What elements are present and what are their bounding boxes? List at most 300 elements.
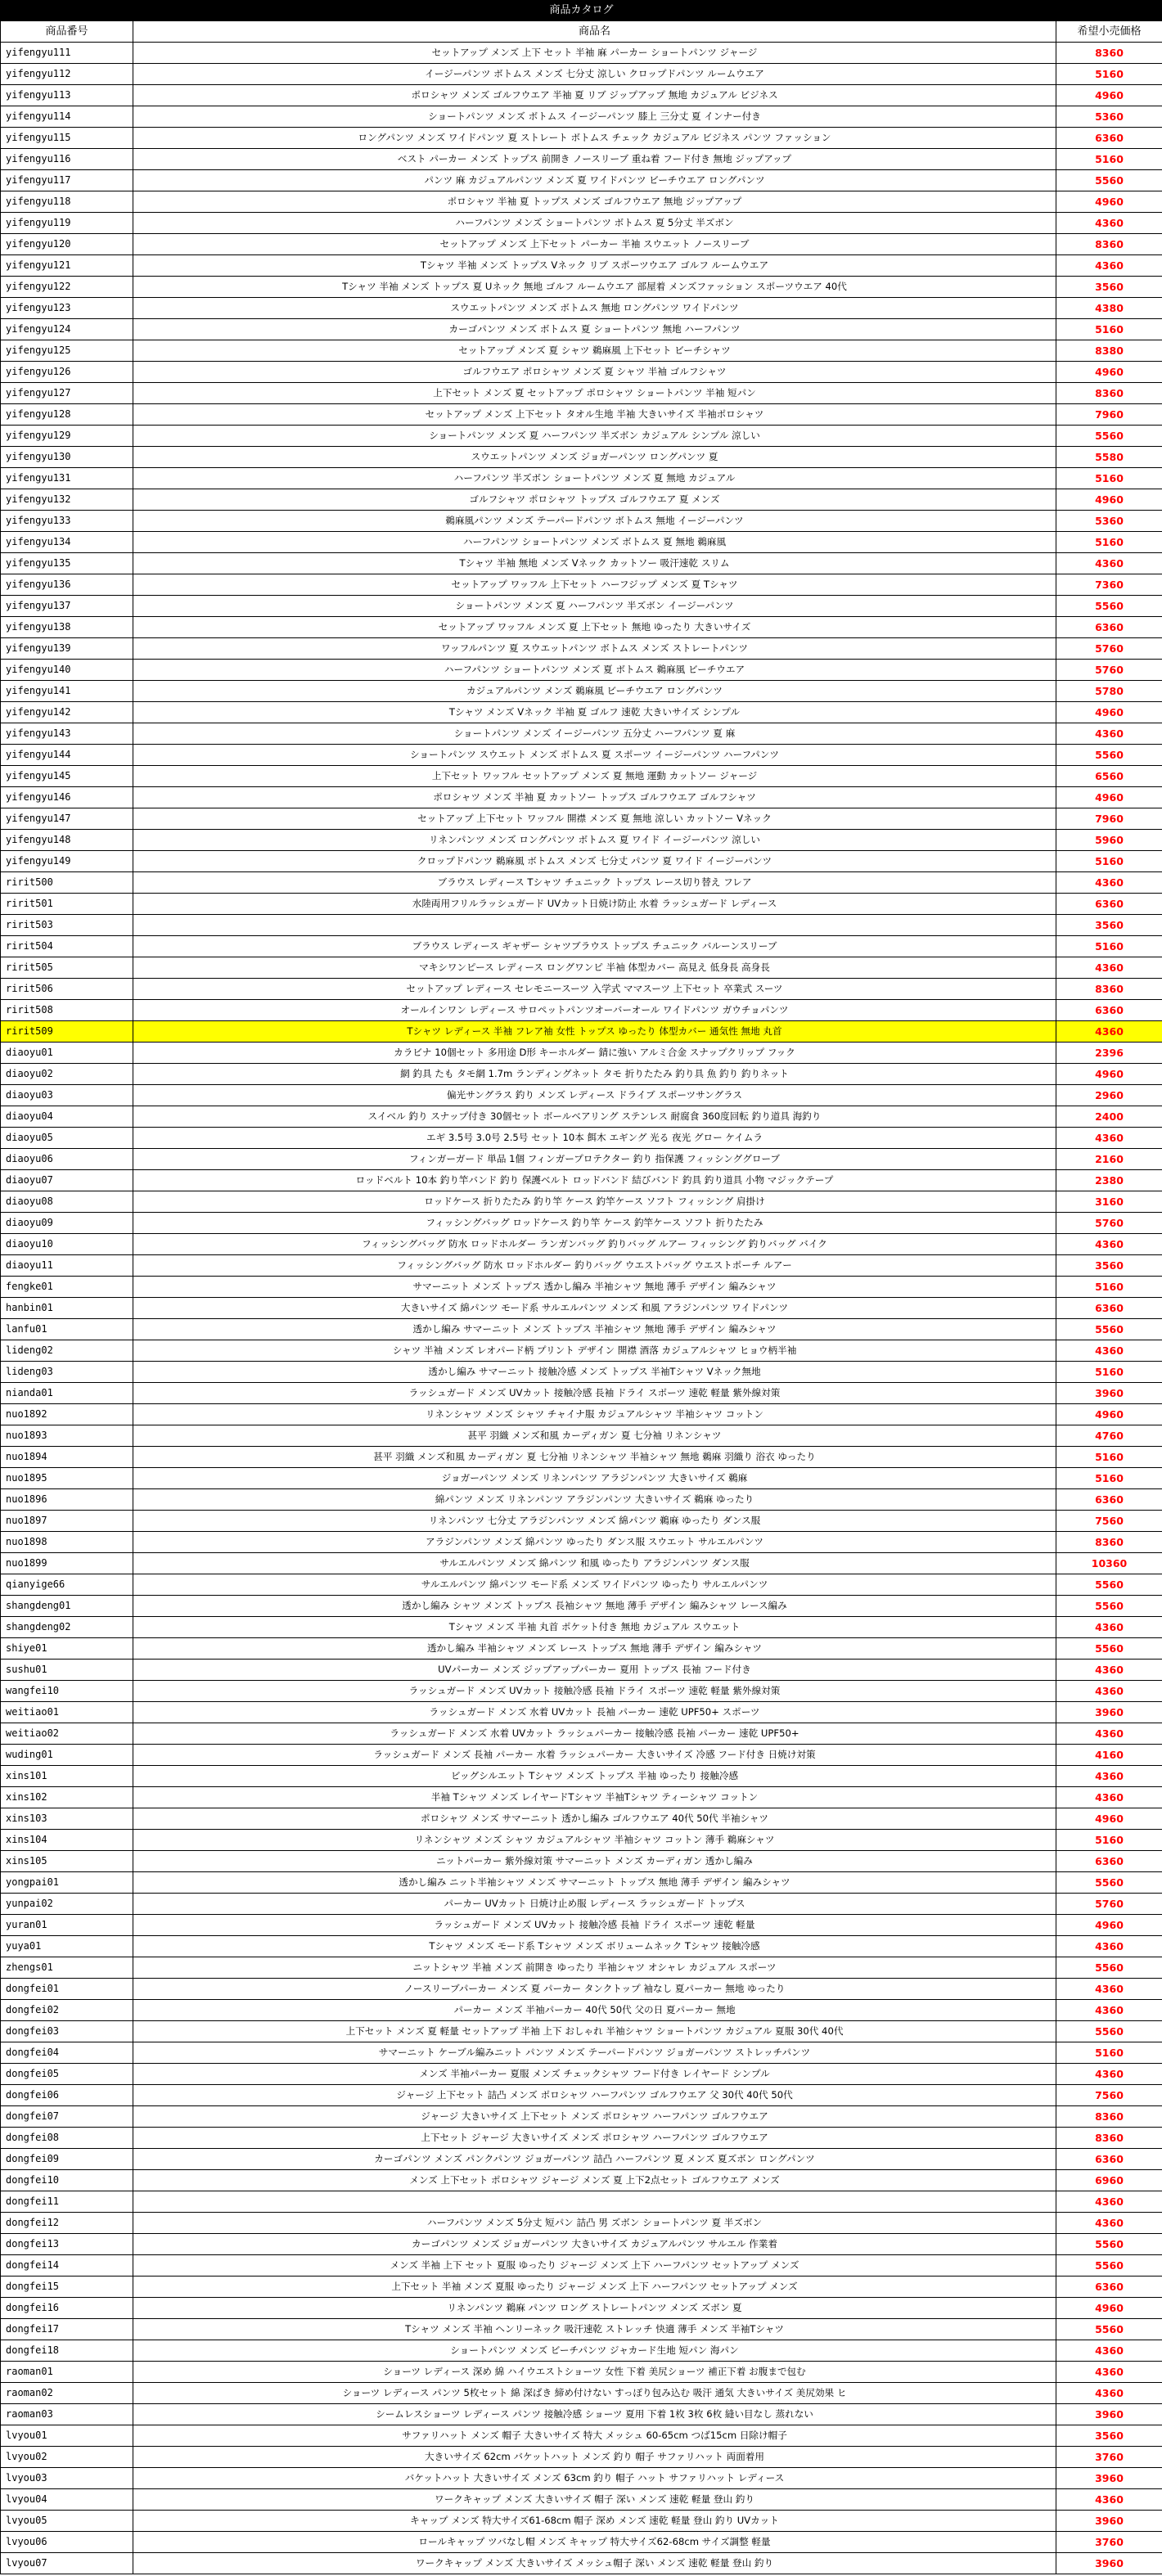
product-name-text: 甚平 羽織 メンズ和風 カーディガン 夏 七分袖 リネンシャツ <box>467 1430 722 1441</box>
product-name <box>133 149 1056 170</box>
retail-price: 5580 <box>1056 447 1162 468</box>
product-name-text: パンツ 麻 カジュアルパンツ メンズ 夏 ワイドパンツ ビーチウエア ロングパンツ <box>424 174 765 186</box>
product-name <box>133 1340 1056 1362</box>
product-code: yifengyu145 <box>1 766 133 787</box>
header-name: 商品名 <box>133 21 1056 43</box>
product-name <box>133 1043 1056 1064</box>
product-name <box>133 723 1056 745</box>
product-name-text: カーゴパンツ メンズ ボトムス 夏 ショートパンツ 無地 ハーフパンツ <box>448 323 741 335</box>
product-code: yifengyu115 <box>1 128 133 149</box>
product-name-text: 偏光サングラス 釣り メンズ レディース ドライブ スポーツサングラス <box>447 1089 742 1101</box>
retail-price: 5560 <box>1056 1957 1162 1979</box>
retail-price: 4960 <box>1056 85 1162 106</box>
table-row <box>1 2191 1162 2213</box>
product-name <box>133 1532 1056 1553</box>
table-row <box>1 1064 1162 1085</box>
product-name-text: Tシャツ メンズ 半袖 ヘンリーネック 吸汗速乾 ストレッチ 快適 薄手 メンズ 半袖Tシャツ <box>405 2323 784 2335</box>
product-name <box>133 2511 1056 2532</box>
product-name <box>133 1319 1056 1340</box>
retail-price: 10360 <box>1056 1553 1162 1574</box>
product-name-text: イージーパンツ ボトムス メンズ 七分丈 涼しい クロップドパンツ ルームウエア <box>425 68 764 79</box>
product-name <box>133 1894 1056 1915</box>
product-name-text: ワークキャップ メンズ 大きいサイズ 帽子 深い メンズ 速乾 軽量 登山 釣り <box>435 2493 754 2505</box>
product-name-text: ハーフパンツ メンズ ショートパンツ ボトムス 夏 5分丈 半ズボン <box>455 217 734 228</box>
retail-price: 5160 <box>1056 2042 1162 2064</box>
product-name <box>133 2425 1056 2447</box>
retail-price: 8360 <box>1056 1532 1162 1553</box>
product-name <box>133 1638 1056 1660</box>
retail-price: 4960 <box>1056 191 1162 213</box>
product-name-text: セットアップ 上下セット ワッフル 開襟 メンズ 夏 無地 涼しい カットソー Vネック <box>417 813 772 824</box>
retail-price: 7960 <box>1056 404 1162 426</box>
product-name <box>133 426 1056 447</box>
table-row <box>1 1915 1162 1936</box>
product-code: yifengyu117 <box>1 170 133 191</box>
product-name-text: フィンガーガード 単品 1個 フィンガープロテクター 釣り 指保護 フィッシンググローブ <box>408 1153 781 1164</box>
product-code: diaoyu11 <box>1 1255 133 1277</box>
table-row <box>1 2085 1162 2106</box>
table-row <box>1 1191 1162 1213</box>
table-row <box>1 1511 1162 1532</box>
product-name-text: ジャージ 大きいサイズ 上下セット メンズ ポロシャツ ハーフパンツ ゴルフウエア <box>421 2110 768 2122</box>
retail-price: 8360 <box>1056 234 1162 255</box>
product-code: ririt505 <box>1 957 133 979</box>
table-row <box>1 2021 1162 2042</box>
product-code: weitiao02 <box>1 1723 133 1745</box>
product-name-text: ハーフパンツ 半ズボン ショートパンツ メンズ 夏 無地 カジュアル <box>453 472 736 484</box>
table-row <box>1 830 1162 851</box>
retail-price: 3960 <box>1056 2468 1162 2489</box>
product-name <box>133 2191 1056 2213</box>
table-row <box>1 213 1162 234</box>
table-row <box>1 426 1162 447</box>
table-row <box>1 191 1162 213</box>
table-row <box>1 1468 1162 1489</box>
product-name <box>133 234 1056 255</box>
product-name <box>133 596 1056 617</box>
product-name <box>133 298 1056 319</box>
product-name-text: Tシャツ メンズ 半袖 丸首 ポケット付き 無地 カジュアル スウエット <box>448 1621 741 1633</box>
table-row <box>1 1702 1162 1723</box>
product-code: yifengyu131 <box>1 468 133 489</box>
product-code: hanbin01 <box>1 1298 133 1319</box>
table-row <box>1 2468 1162 2489</box>
product-code: lvyou06 <box>1 2532 133 2553</box>
product-name-text: ニットシャツ 半袖 メンズ 前開き ゆったり 半袖シャツ オシャレ カジュアル スポーツ <box>412 1961 777 1973</box>
table-row <box>1 1383 1162 1404</box>
product-code: dongfei12 <box>1 2213 133 2234</box>
product-code: xins101 <box>1 1766 133 1787</box>
retail-price: 6360 <box>1056 2149 1162 2170</box>
table-row <box>1 2319 1162 2340</box>
retail-price: 4360 <box>1056 1936 1162 1957</box>
product-name-text: ニットパーカー 紫外線対策 サマーニット メンズ カーディガン 透かし編み <box>436 1855 753 1867</box>
product-name-text: ゴルフウエア ポロシャツ メンズ 夏 シャツ 半袖 ゴルフシャツ <box>462 366 727 377</box>
retail-price: 6360 <box>1056 2277 1162 2298</box>
product-name <box>133 2170 1056 2191</box>
table-row <box>1 128 1162 149</box>
product-name <box>133 2404 1056 2425</box>
product-name-text: ジャージ 上下セット 詰凸 メンズ ポロシャツ ハーフパンツ ゴルフウエア 父 30代 40代 50代 <box>396 2089 793 2101</box>
product-name <box>133 128 1056 149</box>
product-name <box>133 1277 1056 1298</box>
table-row <box>1 574 1162 596</box>
table-row <box>1 1447 1162 1468</box>
retail-price: 5160 <box>1056 64 1162 85</box>
product-name-text: ラッシュガード メンズ 水着 UVカット 長袖 パーカー 速乾 UPF50+ スポーツ <box>429 1706 760 1718</box>
product-name <box>133 936 1056 957</box>
product-name <box>133 1787 1056 1808</box>
table-row <box>1 319 1162 340</box>
table-row <box>1 255 1162 277</box>
product-code: nuo1898 <box>1 1532 133 1553</box>
table-row <box>1 2404 1162 2425</box>
product-name <box>133 2447 1056 2468</box>
product-name <box>133 617 1056 638</box>
retail-price: 5560 <box>1056 745 1162 766</box>
retail-price: 5760 <box>1056 638 1162 660</box>
product-code: diaoyu08 <box>1 1191 133 1213</box>
product-code: ririt509 <box>1 1021 133 1043</box>
table-row <box>1 43 1162 64</box>
table-row <box>1 2128 1162 2149</box>
product-code: diaoyu06 <box>1 1149 133 1170</box>
product-name-text: マキシワンピース レディース ロングワンピ 半袖 体型カバー 高見え 低身長 高身長 <box>419 961 770 973</box>
product-name-text: リネンパンツ 七分丈 アラジンパンツ メンズ 綿パンツ 鵜麻 ゆったり ダンス服 <box>428 1515 761 1526</box>
table-row <box>1 553 1162 574</box>
table-row <box>1 2000 1162 2021</box>
table-row <box>1 1830 1162 1851</box>
product-code: yifengyu112 <box>1 64 133 85</box>
product-name <box>133 1170 1056 1191</box>
retail-price: 8360 <box>1056 383 1162 404</box>
product-name-text: フィッシングバッグ 防水 ロッドホルダー ランガンバッグ 釣りバッグ ルアー フィッシング 釣りバッグ バイク <box>362 1238 827 1250</box>
retail-price: 5560 <box>1056 2319 1162 2340</box>
product-name-text: フィッシングバッグ ロッドケース 釣り竿 ケース 釣竿ケース ソフト 折りたたみ <box>426 1217 763 1228</box>
product-name <box>133 1404 1056 1425</box>
retail-price: 7560 <box>1056 1511 1162 1532</box>
table-row <box>1 2489 1162 2511</box>
product-code: yifengyu147 <box>1 808 133 830</box>
product-name <box>133 1745 1056 1766</box>
table-row <box>1 1957 1162 1979</box>
retail-price: 4360 <box>1056 1617 1162 1638</box>
retail-price: 5160 <box>1056 1468 1162 1489</box>
product-name <box>133 2362 1056 2383</box>
retail-price: 5560 <box>1056 596 1162 617</box>
product-name-text: 上下セット メンズ 夏 軽量 セットアップ 半袖 上下 おしゃれ 半袖シャツ ショートパンツ カジュアル 夏服 30代 40代 <box>345 2025 844 2037</box>
product-name-text: 透かし編み 半袖シャツ メンズ レース トップス 無地 薄手 デザイン 編みシャツ <box>426 1642 763 1654</box>
retail-price: 5160 <box>1056 149 1162 170</box>
product-name <box>133 1808 1056 1830</box>
product-name <box>133 2000 1056 2021</box>
product-name-text: カラビナ 10個セット 多用途 D形 キーホルダー 錆に強い アルミ合金 スナップクリップ フック <box>394 1047 795 1058</box>
product-name <box>133 191 1056 213</box>
product-name <box>133 830 1056 851</box>
product-name-text: 透かし編み サマーニット 接触冷感 メンズ トップス 半袖Tシャツ Vネック無地 <box>428 1366 761 1377</box>
product-name <box>133 1191 1056 1213</box>
retail-price: 4360 <box>1056 553 1162 574</box>
product-code: diaoyu01 <box>1 1043 133 1064</box>
product-code: lvyou07 <box>1 2553 133 2574</box>
retail-price: 4360 <box>1056 1660 1162 1681</box>
product-name-text: スウエットパンツ メンズ ジョガーパンツ ロングパンツ 夏 <box>471 451 718 462</box>
retail-price: 4360 <box>1056 723 1162 745</box>
product-name <box>133 170 1056 191</box>
retail-price: 4960 <box>1056 1915 1162 1936</box>
product-name <box>133 1723 1056 1745</box>
product-name <box>133 1255 1056 1277</box>
product-name-text: ワッフルパンツ 夏 スウエットパンツ ボトムス メンズ ストレートパンツ <box>441 642 748 654</box>
table-row <box>1 872 1162 894</box>
table-row <box>1 1532 1162 1553</box>
product-name <box>133 2064 1056 2085</box>
retail-price: 4360 <box>1056 1340 1162 1362</box>
product-name <box>133 64 1056 85</box>
product-name-text: 大きいサイズ 62cm バケットハット メンズ 釣り 帽子 サファリハット 両面着用 <box>425 2451 764 2462</box>
table-row <box>1 1979 1162 2000</box>
product-name-text: セットアップ メンズ 上下セット タオル生地 半袖 大きいサイズ 半袖ポロシャツ <box>425 408 764 420</box>
product-code: dongfei18 <box>1 2340 133 2362</box>
table-row <box>1 1681 1162 1702</box>
product-code: dongfei07 <box>1 2106 133 2128</box>
retail-price: 5160 <box>1056 1830 1162 1851</box>
product-name <box>133 1574 1056 1596</box>
product-name-text: ラッシュガード メンズ UVカット 接触冷感 長袖 ドライ スポーツ 速乾 軽量 <box>434 1919 755 1930</box>
product-name <box>133 574 1056 596</box>
product-name <box>133 489 1056 511</box>
product-name <box>133 362 1056 383</box>
product-code: yifengyu138 <box>1 617 133 638</box>
product-name-text: フィッシングバッグ 防水 ロッドホルダー 釣りバッグ ウエストバッグ ウエストポーチ ルアー <box>397 1259 792 1271</box>
retail-price: 5160 <box>1056 1447 1162 1468</box>
product-name <box>133 1425 1056 1447</box>
table-row <box>1 1638 1162 1660</box>
product-name <box>133 1064 1056 1085</box>
product-code: weitiao01 <box>1 1702 133 1723</box>
product-name-text: カジュアルパンツ メンズ 鵜麻風 ビーチウエア ロングパンツ <box>466 685 723 696</box>
product-code: nuo1893 <box>1 1425 133 1447</box>
table-row <box>1 1745 1162 1766</box>
table-row <box>1 617 1162 638</box>
retail-price: 4160 <box>1056 1745 1162 1766</box>
table-row <box>1 2213 1162 2234</box>
product-code: lideng02 <box>1 1340 133 1362</box>
product-code: yuya01 <box>1 1936 133 1957</box>
product-name <box>133 1851 1056 1872</box>
product-name <box>133 2468 1056 2489</box>
retail-price: 3960 <box>1056 1383 1162 1404</box>
product-code: fengke01 <box>1 1277 133 1298</box>
product-name <box>133 1553 1056 1574</box>
product-name <box>133 1362 1056 1383</box>
product-name-text: ショートパンツ メンズ イージーパンツ 五分丈 ハーフパンツ 夏 麻 <box>453 727 736 739</box>
product-code: yifengyu119 <box>1 213 133 234</box>
product-name-text: セットアップ メンズ 上下 セット 半袖 麻 パーカー ショートパンツ ジャージ <box>431 47 758 58</box>
retail-price: 4360 <box>1056 872 1162 894</box>
table-row <box>1 2064 1162 2085</box>
product-name-text: 透かし編み シャツ メンズ トップス 長袖シャツ 無地 薄手 デザイン 編みシャツ レース編み <box>402 1600 787 1611</box>
product-code: ririt506 <box>1 979 133 1000</box>
retail-price: 5560 <box>1056 2234 1162 2255</box>
product-code: yuran01 <box>1 1915 133 1936</box>
product-code: yifengyu149 <box>1 851 133 872</box>
product-name-text: ワークキャップ メンズ 大きいサイズ メッシュ帽子 深い メンズ 速乾 軽量 登山 釣り <box>415 2557 774 2569</box>
product-name-text: ショーツ レディース 深め 綿 ハイウエストショーツ 女性 下着 美尻ショーツ 補正下着 お腹まで包む <box>383 2366 806 2377</box>
product-name-text: ポロシャツ 半袖 夏 トップス メンズ ゴルフウエア 無地 ジップアップ <box>447 196 742 207</box>
product-name-text: セットアップ レディース セレモニースーツ 入学式 ママスーツ 上下セット 卒業式 スーツ <box>406 983 783 994</box>
retail-price: 8380 <box>1056 340 1162 362</box>
table-row <box>1 1277 1162 1298</box>
retail-price: 4960 <box>1056 1808 1162 1830</box>
product-code: yifengyu148 <box>1 830 133 851</box>
table-row <box>1 234 1162 255</box>
retail-price: 2396 <box>1056 1043 1162 1064</box>
retail-price: 4760 <box>1056 1425 1162 1447</box>
product-code: wuding01 <box>1 1745 133 1766</box>
product-name <box>133 1489 1056 1511</box>
product-name <box>133 1106 1056 1128</box>
retail-price: 5560 <box>1056 2021 1162 2042</box>
retail-price: 4960 <box>1056 489 1162 511</box>
table-row <box>1 1021 1162 1043</box>
retail-price: 3560 <box>1056 915 1162 936</box>
product-name <box>133 1596 1056 1617</box>
product-name-text: バケットハット 大きいサイズ メンズ 63cm 釣り 帽子 ハット サファリハット レディース <box>404 2472 785 2484</box>
product-code: lvyou04 <box>1 2489 133 2511</box>
table-row <box>1 1043 1162 1064</box>
table-row <box>1 957 1162 979</box>
product-code: nuo1899 <box>1 1553 133 1574</box>
table-row <box>1 1872 1162 1894</box>
product-name-text: ラッシュガード メンズ 水着 UVカット ラッシュパーカー 接触冷感 長袖 パーカー 速乾 UPF50+ <box>390 1727 799 1739</box>
retail-price: 4360 <box>1056 2000 1162 2021</box>
table-row <box>1 298 1162 319</box>
product-name-text: ハーフパンツ ショートパンツ メンズ 夏 ボトムス 鵜麻風 ビーチウエア <box>444 664 745 675</box>
retail-price: 3960 <box>1056 2404 1162 2425</box>
product-code: ririt500 <box>1 872 133 894</box>
product-code: yifengyu142 <box>1 702 133 723</box>
table-row <box>1 1808 1162 1830</box>
product-name <box>133 1298 1056 1319</box>
product-code: yifengyu121 <box>1 255 133 277</box>
product-name-text: リネンシャツ メンズ シャツ カジュアルシャツ 半袖シャツ コットン 薄手 鵜麻シャツ <box>414 1834 775 1845</box>
table-row <box>1 383 1162 404</box>
product-name-text: ショートパンツ メンズ ボトムス イージーパンツ 膝上 三分丈 夏 インナー付き <box>428 110 761 122</box>
table-row <box>1 2553 1162 2574</box>
product-name-text: 透かし編み サマーニット メンズ トップス 半袖シャツ 無地 薄手 デザイン 編みシャツ <box>412 1323 777 1335</box>
table-row <box>1 1574 1162 1596</box>
product-code: nuo1897 <box>1 1511 133 1532</box>
retail-price: 4960 <box>1056 2298 1162 2319</box>
retail-price: 6360 <box>1056 1000 1162 1021</box>
product-code: dongfei01 <box>1 1979 133 2000</box>
product-code: nuo1895 <box>1 1468 133 1489</box>
retail-price: 5560 <box>1056 1596 1162 1617</box>
retail-price: 7560 <box>1056 2085 1162 2106</box>
product-name-text: アラジンパンツ メンズ 綿パンツ ゆったり ダンス服 スウエット サルエルパンツ <box>426 1536 763 1547</box>
retail-price: 3960 <box>1056 2511 1162 2532</box>
table-row <box>1 979 1162 1000</box>
product-code: dongfei09 <box>1 2149 133 2170</box>
product-name <box>133 1149 1056 1170</box>
product-name <box>133 2213 1056 2234</box>
product-name-text: 甚平 羽織 メンズ和風 カーディガン 夏 七分袖 リネンシャツ 半袖シャツ 無地 鵜麻 羽織り 浴衣 ゆったり <box>373 1451 816 1462</box>
table-row <box>1 1106 1162 1128</box>
table-row <box>1 1234 1162 1255</box>
table-row <box>1 277 1162 298</box>
table-row <box>1 1766 1162 1787</box>
product-code: lanfu01 <box>1 1319 133 1340</box>
product-name-text: ゴルフシャツ ポロシャツ トップス ゴルフウエア 夏 メンズ <box>469 493 720 505</box>
retail-price: 5760 <box>1056 1894 1162 1915</box>
product-name-text: リネンパンツ メンズ ロングパンツ ボトムス 夏 ワイド イージーパンツ 涼しい <box>429 834 760 845</box>
retail-price: 5160 <box>1056 319 1162 340</box>
product-code: yifengyu141 <box>1 681 133 702</box>
table-row <box>1 2447 1162 2468</box>
table-row <box>1 1319 1162 1340</box>
product-name <box>133 2149 1056 2170</box>
retail-price: 2160 <box>1056 1149 1162 1170</box>
product-name-text: スウエットパンツ メンズ ボトムス 無地 ロングパンツ ワイドパンツ <box>450 302 739 313</box>
product-name-text: リネンパンツ 鵜麻 パンツ ロング ストレートパンツ メンズ ズボン 夏 <box>447 2302 742 2313</box>
product-name-text: サファリハット メンズ 帽子 大きいサイズ 特大 メッシュ 60-65cm つば15cm 日除け帽子 <box>402 2430 787 2441</box>
product-name-text: パーカー メンズ 半袖パーカー 40代 50代 父の日 夏パーカー 無地 <box>453 2004 736 2015</box>
product-name-text: ロッドベルト 10本 釣り竿バンド 釣り 保護ベルト ロッドバンド 結びバンド 釣具 釣り道具 小物 マジックテープ <box>355 1174 834 1186</box>
retail-price: 5560 <box>1056 170 1162 191</box>
product-name-text: メンズ 上下セット ポロシャツ ジャージ メンズ 夏 上下2点セット ゴルフウエア メンズ <box>409 2174 780 2186</box>
product-code: ririt504 <box>1 936 133 957</box>
product-code: yifengyu135 <box>1 553 133 574</box>
table-row <box>1 106 1162 128</box>
product-name-text: 上下セット メンズ 夏 セットアップ ポロシャツ ショートパンツ 半袖 短パン <box>433 387 756 399</box>
retail-price: 4360 <box>1056 2489 1162 2511</box>
product-name <box>133 2489 1056 2511</box>
retail-price: 4360 <box>1056 2340 1162 2362</box>
table-row <box>1 1213 1162 1234</box>
table-row <box>1 1553 1162 1574</box>
retail-price: 4360 <box>1056 957 1162 979</box>
product-name-text: ラッシュガード メンズ UVカット 接触冷感 長袖 ドライ スポーツ 速乾 軽量 紫外線対策 <box>408 1387 781 1398</box>
table-row <box>1 1617 1162 1638</box>
product-name-text: 網 釣具 たも タモ網 1.7m ランディングネット タモ 折りたたみ 釣り具 魚 釣り 釣りネット <box>400 1068 789 1079</box>
product-code: yifengyu129 <box>1 426 133 447</box>
product-name-text: ブラウス レディース Tシャツ チュニック トップス レース切り替え フレア <box>437 876 752 888</box>
product-name <box>133 2340 1056 2362</box>
product-name-text: 水陸両用フリルラッシュガード UVカット日焼け防止 水着 ラッシュガード レディース <box>412 898 777 909</box>
product-name <box>133 872 1056 894</box>
product-name <box>133 404 1056 426</box>
product-name-text: シームレスショーツ レディース パンツ 接触冷感 ショーツ 夏用 下着 1枚 3枚 6枚 縫い目なし 蒸れない <box>376 2408 813 2420</box>
table-row <box>1 447 1162 468</box>
retail-price: 8360 <box>1056 43 1162 64</box>
product-code: nuo1896 <box>1 1489 133 1511</box>
product-name <box>133 1000 1056 1021</box>
product-code: lvyou02 <box>1 2447 133 2468</box>
product-name-text: スイベル 釣り スナップ付き 30個セット ボールベアリング ステンレス 耐腐食 360度回転 釣り道具 海釣り <box>367 1110 822 1122</box>
retail-price: 5560 <box>1056 1638 1162 1660</box>
product-code: lvyou01 <box>1 2425 133 2447</box>
product-name <box>133 106 1056 128</box>
product-code: dongfei13 <box>1 2234 133 2255</box>
product-name <box>133 1660 1056 1681</box>
retail-price: 5160 <box>1056 1277 1162 1298</box>
product-name <box>133 1085 1056 1106</box>
product-name <box>133 851 1056 872</box>
product-name-text: シャツ 半袖 メンズ レオパード柄 プリント デザイン 開襟 酒落 カジュアルシャツ ヒョウ柄半袖 <box>392 1344 797 1356</box>
retail-price: 5160 <box>1056 936 1162 957</box>
table-row <box>1 936 1162 957</box>
